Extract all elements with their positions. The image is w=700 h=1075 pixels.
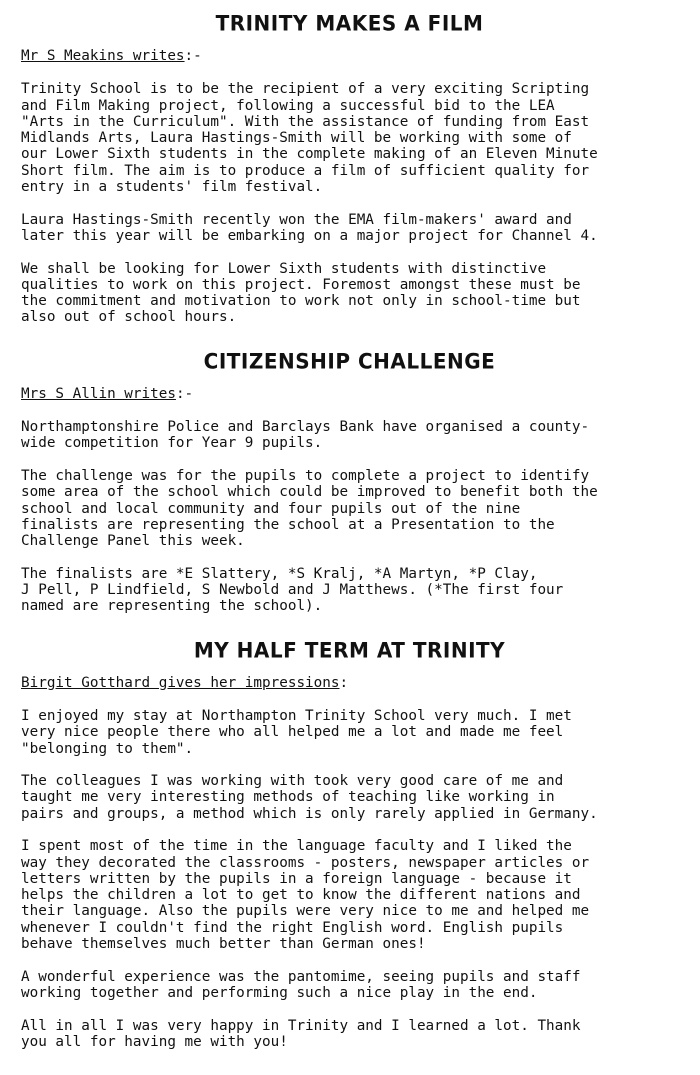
byline-suffix: :- bbox=[175, 385, 194, 402]
article-citizenship-challenge bbox=[21, 346, 678, 615]
paragraph: A wonderful experience was the pantomime, seeing pupils and staff working together and performing such a nice play in the end. bbox=[21, 968, 581, 1001]
byline bbox=[21, 386, 678, 402]
article-trinity-makes-a-film bbox=[21, 8, 678, 326]
byline bbox=[21, 675, 678, 691]
byline bbox=[21, 48, 678, 64]
section-title: CITIZENSHIP CHALLENGE bbox=[203, 348, 496, 374]
byline-suffix: :- bbox=[184, 48, 202, 64]
paragraph: Laura Hastings-Smith recently won the EMA film-makers' award and later this year will be embarking on a major project for Channel 4. bbox=[21, 211, 598, 244]
paragraph: I enjoyed my stay at Northampton Trinity School very much. I met very nice people there who all helped me a lot and made me feel "belonging to them". bbox=[21, 707, 572, 757]
paragraph: Trinity School is to be the recipient of a very exciting Scripting and Film Making project, following a successful bid to the LEA "Arts in the Curriculum". With the assistance of funding from East Midlands Arts, Laura Hastings-Smith will be working with some of our Lower Sixth students in the complete making of an Eleven Minute Short film. The aim is to produce a film of sufficient quality for entry in a students' film festival. bbox=[21, 81, 598, 196]
byline-suffix: : bbox=[339, 674, 349, 691]
section-title: MY HALF TERM AT TRINITY bbox=[193, 637, 506, 663]
section-title: TRINITY MAKES A FILM bbox=[215, 10, 484, 36]
article-my-half-term-at-trinity bbox=[21, 635, 678, 1051]
paragraph: We shall be looking for Lower Sixth students with distinctive qualities to work on this project. Foremost amongst these must be the commitment and motivation to work not only in school-time but also out of school hours. bbox=[21, 260, 581, 326]
paragraph: Northamptonshire Police and Barclays Bank have organised a county- wide competition for Year 9 pupils. bbox=[21, 419, 590, 452]
paragraph: I spent most of the time in the language faculty and I liked the way they decorated the classrooms - posters, newspaper articles or letters written by the pupils in a foreign language - because it helps the children a lot to get to know the different nations and their language. Also the pupils were very nice to me and helped me whenever I couldn't find the right English word. English pupils behave themselves much better than German ones! bbox=[21, 838, 590, 953]
byline-author: Mrs S Allin writes bbox=[21, 385, 176, 402]
paragraph: The colleagues I was working with took very good care of me and taught me very interesting methods of teaching like working in pairs and groups, a method which is only rarely applied in Germany. bbox=[21, 773, 598, 822]
paragraph: The challenge was for the pupils to complete a project to identify some area of the school which could be improved to benefit both the school and local community and four pupils out of the nine finalists are representing the school at a Presentation to the Challenge Panel this week. bbox=[21, 467, 598, 550]
byline-author: Birgit Gotthard gives her impressions bbox=[21, 674, 340, 691]
byline-author: Mr S Meakins writes bbox=[21, 48, 185, 64]
paragraph: The finalists are *E Slattery, *S Kralj, *A Martyn, *P Clay, J Pell, P Lindfield, S Newbold and J Matthews. (*The first four named are representing the school). bbox=[21, 565, 564, 615]
paragraph: All in all I was very happy in Trinity and I learned a lot. Thank you all for having me with you! bbox=[21, 1017, 581, 1050]
